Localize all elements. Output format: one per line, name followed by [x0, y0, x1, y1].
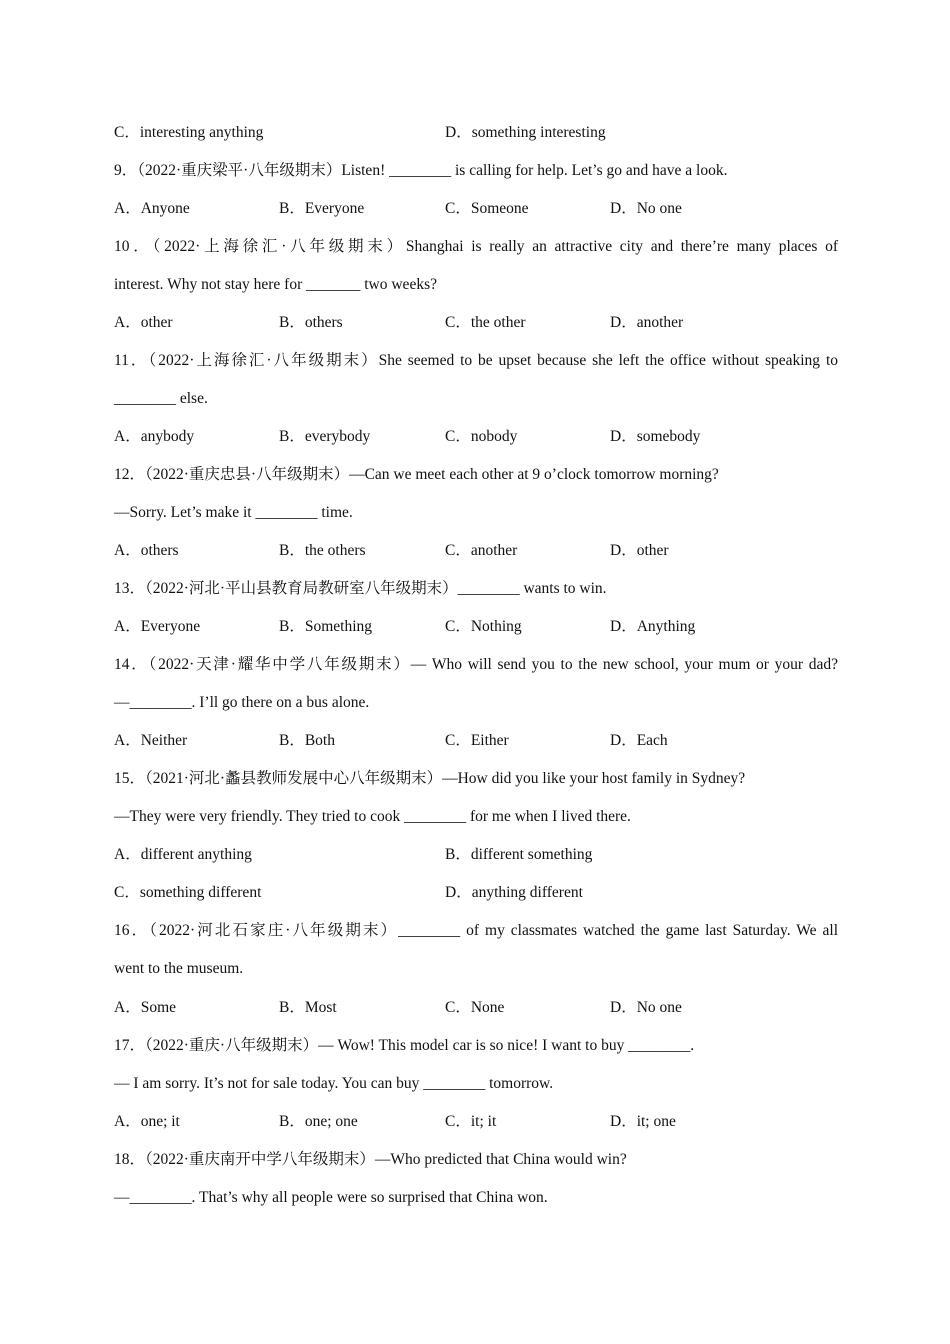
q9-stem: 9．（2022·重庆梁平·八年级期末）Listen! ________ is calling for help. Let’s go and have a look.: [114, 162, 728, 179]
q13-options: [114, 615, 838, 639]
q11-option-a: A．anybody: [114, 428, 195, 445]
q18-stem-line-1: 18．（2022·重庆南开中学八年级期末）—Who predicted that China would win?: [114, 1151, 627, 1168]
q15-options-row-2: [114, 881, 838, 905]
q10-option-c: C．the other: [445, 314, 526, 331]
q10-stem-line-2: interest. Why not stay here for _______ two weeks?: [114, 276, 437, 293]
q17-option-d: D．it; one: [610, 1113, 676, 1130]
q8-option-c: C．interesting anything: [114, 124, 264, 141]
q11-stem-line-2: ________ else.: [114, 390, 208, 407]
q14-options: [114, 729, 838, 753]
q12-option-d: D．other: [610, 542, 669, 559]
q10-options: [114, 311, 838, 335]
q17-option-a: A．one; it: [114, 1113, 180, 1130]
q14-stem-line-2: —________. I’ll go there on a bus alone.: [114, 694, 370, 711]
q16-options: [114, 996, 838, 1020]
q17-option-b: B．one; one: [279, 1113, 358, 1130]
q13-option-a: A．Everyone: [114, 618, 201, 635]
q15-option-d: D．anything different: [445, 884, 583, 901]
q16-stem-line-2: went to the museum.: [114, 960, 244, 977]
q17-option-c: C．it; it: [445, 1113, 497, 1130]
q10-option-d: D．another: [610, 314, 684, 331]
q13-option-c: C．Nothing: [445, 618, 522, 635]
q14-option-d: D．Each: [610, 732, 668, 749]
q9-option-d: D．No one: [610, 200, 682, 217]
q15-stem-line-1: 15．（2021·河北·蠡县教师发展中心八年级期末）—How did you like your host family in Sydney?: [114, 770, 746, 787]
q8-option-d: D．something interesting: [445, 124, 606, 141]
q13-stem: 13．（2022·河北·平山县教育局教研室八年级期末）________ wants to win.: [114, 580, 607, 597]
q17-options: [114, 1110, 838, 1134]
q15-stem-line-2: —They were very friendly. They tried to cook ________ for me when I lived there.: [114, 808, 631, 825]
q12-option-c: C．another: [445, 542, 518, 559]
q12-stem-line-2: —Sorry. Let’s make it ________ time.: [114, 504, 353, 521]
q8-options: [114, 121, 838, 145]
q15-options-row-1: [114, 843, 838, 867]
q14-option-a: A．Neither: [114, 732, 188, 749]
q16-stem-line-1: 16．（2022·河北石家庄·八年级期末）________ of my classmates watched the game last Saturday. We all: [114, 922, 838, 939]
q11-stem-line-1: 11．（2022·上海徐汇·八年级期末）She seemed to be upset because she left the office without speaking to: [114, 352, 838, 369]
q11-option-b: B．everybody: [279, 428, 371, 445]
q17-stem-line-2: — I am sorry. It’s not for sale today. You can buy ________ tomorrow.: [114, 1075, 554, 1092]
q12-option-b: B．the others: [279, 542, 366, 559]
q15-option-c: C．something different: [114, 884, 262, 901]
q14-option-b: B．Both: [279, 732, 335, 749]
q15-option-b: B．different something: [445, 846, 593, 863]
q13-option-d: D．Anything: [610, 618, 696, 635]
q16-option-d: D．No one: [610, 999, 682, 1016]
q13-option-b: B．Something: [279, 618, 373, 635]
q18-stem-line-2: —________. That’s why all people were so surprised that China won.: [114, 1189, 548, 1206]
q15-option-a: A．different anything: [114, 846, 252, 863]
q9-option-a: A．Anyone: [114, 200, 190, 217]
q16-option-b: B．Most: [279, 999, 337, 1016]
q9-option-c: C．Someone: [445, 200, 529, 217]
q14-option-c: C．Either: [445, 732, 509, 749]
q11-option-c: C．nobody: [445, 428, 518, 445]
q11-option-d: D．somebody: [610, 428, 701, 445]
q12-option-a: A．others: [114, 542, 179, 559]
q11-options: [114, 425, 838, 449]
q16-option-c: C．None: [445, 999, 505, 1016]
q9-options: [114, 197, 838, 221]
q10-option-b: B．others: [279, 314, 343, 331]
q10-stem-line-1: 10．（2022·上海徐汇·八年级期末）Shanghai is really an attractive city and there’re many places of: [114, 238, 838, 255]
q16-option-a: A．Some: [114, 999, 177, 1016]
q10-option-a: A．other: [114, 314, 173, 331]
q17-stem-line-1: 17．（2022·重庆·八年级期末）— Wow! This model car is so nice! I want to buy ________.: [114, 1037, 695, 1054]
q12-stem-line-1: 12．（2022·重庆忠县·八年级期末）—Can we meet each other at 9 o’clock tomorrow morning?: [114, 466, 719, 483]
q14-stem-line-1: 14．（2022·天津·耀华中学八年级期末）— Who will send you to the new school, your mum or your dad?: [114, 656, 838, 673]
q12-options: [114, 539, 838, 563]
q9-option-b: B．Everyone: [279, 200, 365, 217]
